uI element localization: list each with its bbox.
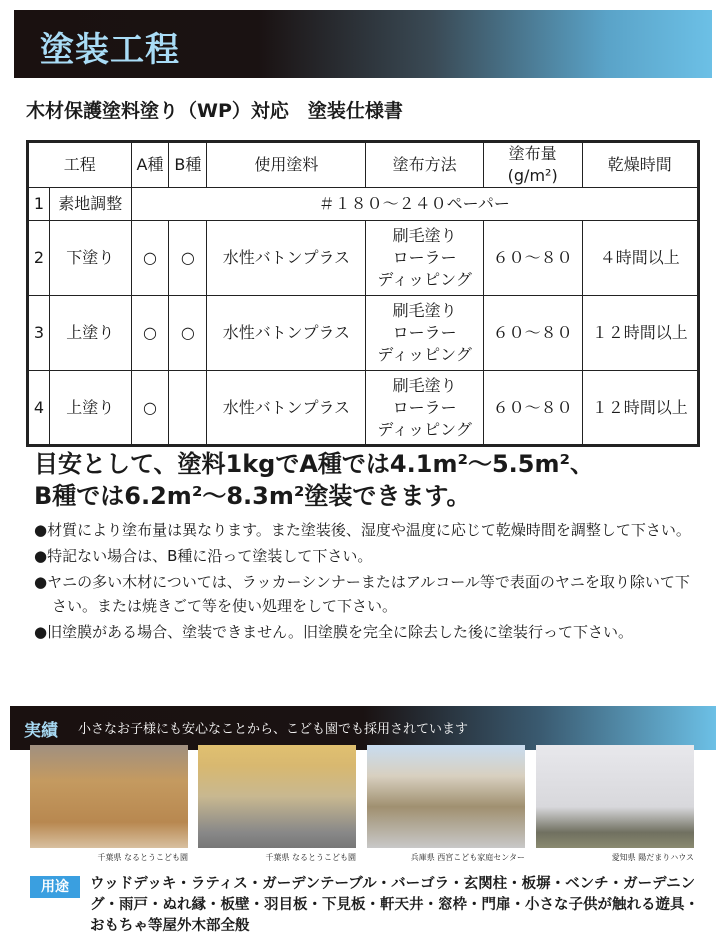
row-dry: １２時間以上 [582, 371, 698, 446]
row-paint: 水性バトンプラス [207, 221, 366, 296]
photo-kindergarten-corridor [198, 745, 356, 848]
row-dry: １２時間以上 [582, 296, 698, 371]
method-line: 刷毛塗り [392, 375, 457, 395]
method-line: ローラー [392, 248, 457, 267]
page-title: 塗装工程 [40, 30, 180, 70]
method-line: ディッピング [377, 345, 472, 364]
note-item: ●ヤニの多い木材については、ラッカーシンナーまたはアルコール等で表面のヤニを取り除いて下さい。または焼きごて等を使い処理をして下さい。 [34, 573, 690, 615]
row-a: ○ [131, 296, 169, 371]
row-method [366, 296, 483, 371]
table-row [28, 296, 699, 371]
note-item: ●材質により塗布量は異なります。また塗装後、湿度や温度に応じて乾燥時間を調整して下さい。 [34, 521, 691, 539]
photo-caption: 千葉県 なるとうこども園 [265, 853, 356, 862]
header-dry: 乾燥時間 [582, 142, 698, 188]
photo-caption: 兵庫県 西宮こども家庭センター [410, 853, 525, 862]
row-step: 下塗り [49, 221, 131, 296]
photo-caption: 千葉県 なるとうこども園 [97, 853, 188, 862]
method-line: ディッピング [377, 270, 472, 289]
uses-text: ウッドデッキ・ラティス・ガーデンテーブル・バーゴラ・玄関柱・板塀・ベンチ・ガーデニング・雨戸・ぬれ縁・板壁・羽目板・下見板・軒天井・窓枠・門扉・小さな子供が触れる遊具・おもちゃ等屋外木部全般 [90, 876, 699, 934]
method-line: ローラー [392, 397, 457, 417]
spec-table [26, 140, 700, 447]
photo-hidamari-house [536, 745, 694, 848]
row-step: 素地調整 [49, 188, 131, 221]
coverage-text [34, 448, 594, 512]
row-amount: ６０～８０ [483, 221, 582, 296]
row-no: 1 [28, 188, 50, 221]
row-dry: ４時間以上 [582, 221, 698, 296]
uses-label: 用途 [30, 876, 80, 898]
results-banner [10, 706, 716, 750]
row-amount: ６０～８０ [483, 296, 582, 371]
note-item: ●特記ない場合は、B種に沿って塗装して下さい。 [34, 547, 373, 565]
row-no: 4 [28, 371, 50, 446]
row-step: 上塗り [49, 371, 131, 446]
table-row [28, 188, 699, 221]
table-header [28, 142, 699, 188]
header-amount: 塗布量 (g/m²) [483, 142, 582, 188]
method-line: ディッピング [377, 419, 472, 439]
row-method [366, 221, 483, 296]
header-method: 塗布方法 [366, 142, 483, 188]
row-spec: ＃１８０～２４０ペーパー [131, 188, 698, 221]
method-line: 刷毛塗り [392, 226, 457, 245]
coverage-line: B種では6.2m²～8.3m²塗装できます。 [34, 482, 471, 510]
row-b: ○ [169, 221, 207, 296]
method-line: ローラー [392, 323, 457, 342]
results-text: 小さなお子様にも安心なことから、こども園でも採用されています [78, 722, 469, 737]
row-paint: 水性バトンプラス [207, 371, 366, 446]
coverage-line: 目安として、塗料1kgでA種では4.1m²～5.5m²、 [34, 450, 595, 478]
photo-caption: 愛知県 陽だまりハウス [611, 853, 694, 862]
row-b [169, 371, 207, 446]
table-row [28, 371, 699, 446]
results-label: 実績 [24, 721, 58, 741]
row-method [366, 371, 483, 446]
header-step: 工程 [28, 142, 132, 188]
row-no: 3 [28, 296, 50, 371]
table-row [28, 221, 699, 296]
header-b: B種 [169, 142, 207, 188]
photo-family-center [367, 745, 525, 848]
row-a: ○ [131, 371, 169, 446]
row-a: ○ [131, 221, 169, 296]
header-banner [14, 10, 712, 78]
spec-subtitle: 木材保護塗料塗り（WP）対応 塗装仕様書 [26, 100, 403, 122]
header-a: A種 [131, 142, 169, 188]
row-step: 上塗り [49, 296, 131, 371]
header-paint: 使用塗料 [207, 142, 366, 188]
row-amount: ６０～８０ [483, 371, 582, 446]
row-paint: 水性バトンプラス [207, 296, 366, 371]
row-b: ○ [169, 296, 207, 371]
method-line: 刷毛塗り [392, 301, 457, 320]
notes-list [34, 518, 704, 646]
photo-kindergarten-exterior [30, 745, 188, 848]
row-no: 2 [28, 221, 50, 296]
note-item: ●旧塗膜がある場合、塗装できません。旧塗膜を完全に除去した後に塗装行って下さい。 [34, 623, 633, 641]
